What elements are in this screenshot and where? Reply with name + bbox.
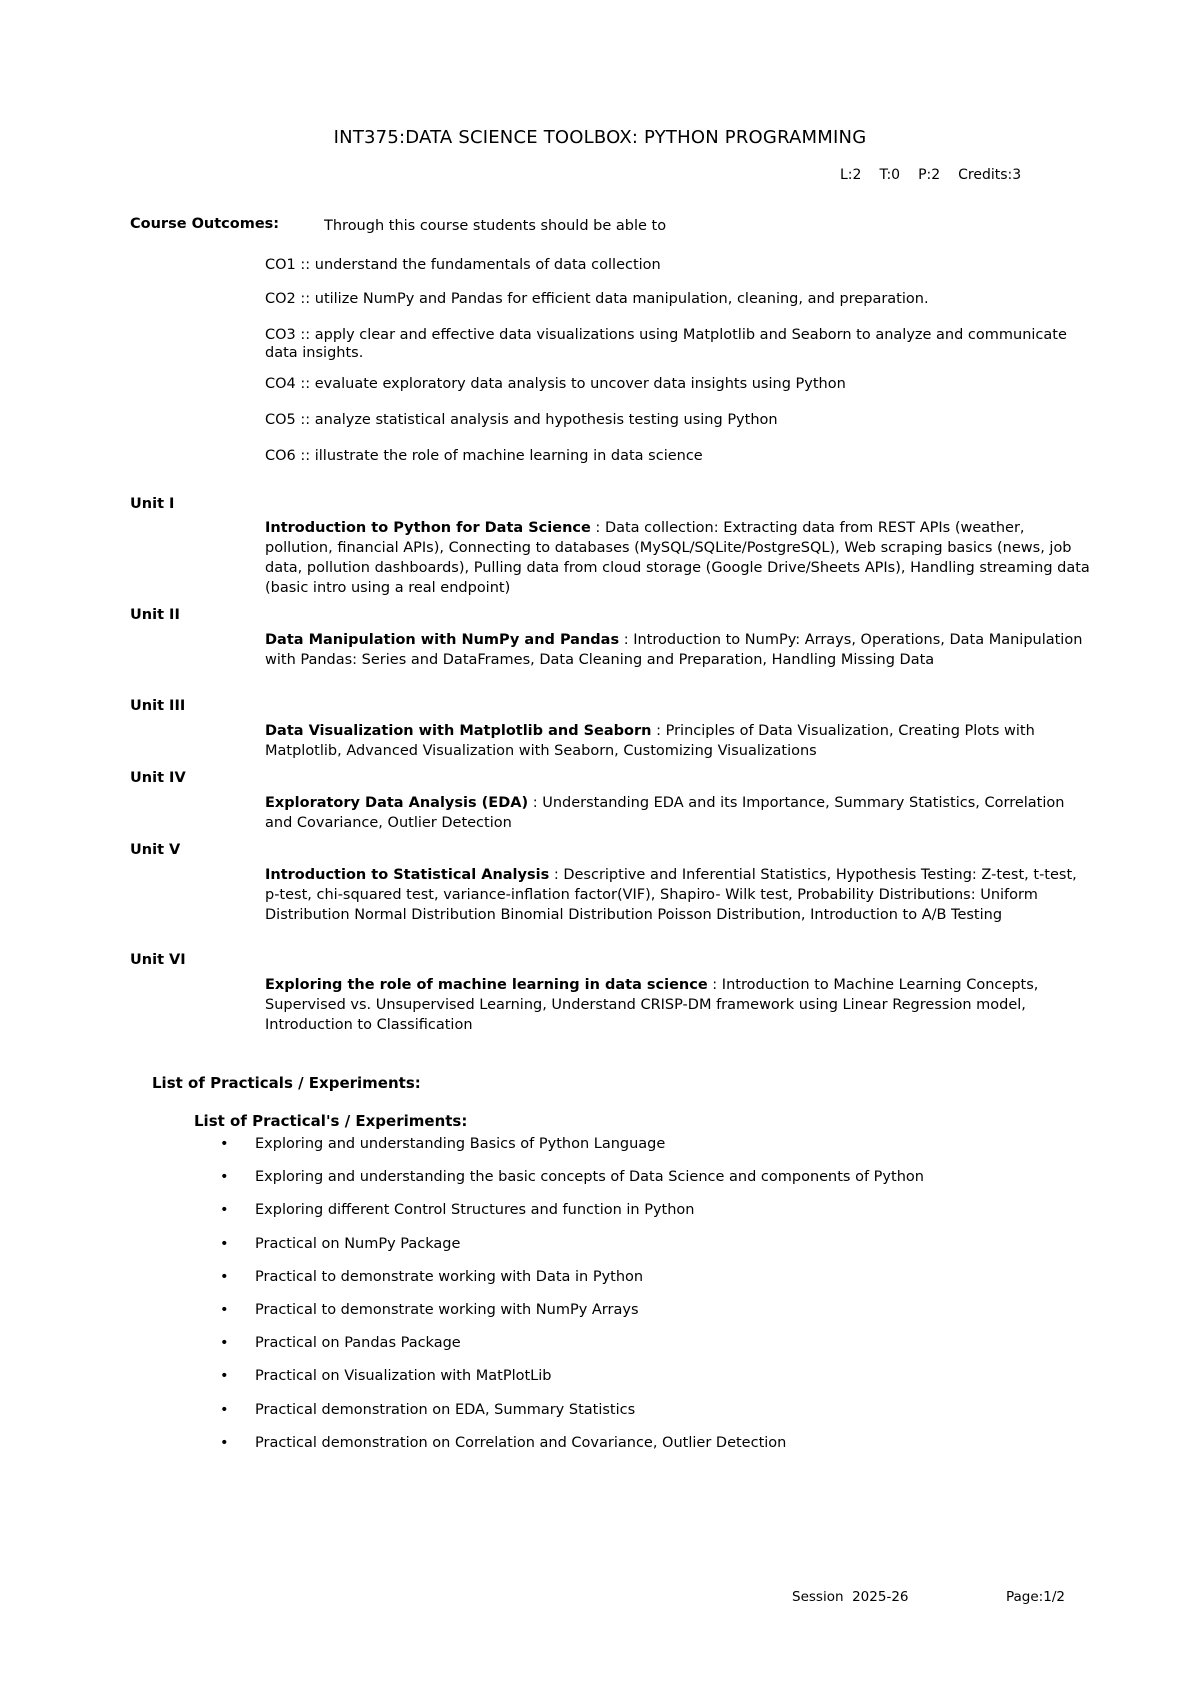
course-outcome-3: CO3 :: apply clear and effective data visualizations using Matplotlib and Seaborn to analyze and communicate data insights. xyxy=(265,327,1067,361)
unit-separator: : xyxy=(590,520,605,536)
course-title: INT375:DATA SCIENCE TOOLBOX: PYTHON PROGRAMMING xyxy=(333,127,867,148)
unit-heading: Introduction to Python for Data Science xyxy=(265,520,591,536)
unit-topics: Descriptive and Inferential Statistics, Hypothesis Testing: Z-test, t-test, p-test, chi-squared test, variance-inflation factor(VIF), Shapiro- Wilk test, Probability Distributions: Uniform Distribution Normal Distribution Binomial Distribution Poisson Distribution, Introduction to A/B Testing xyxy=(265,867,1077,923)
practical-text: Practical on Pandas Package xyxy=(255,1335,461,1352)
bullet-icon: • xyxy=(220,1434,229,1451)
practical-text: Practical demonstration on Correlation and Covariance, Outlier Detection xyxy=(255,1434,787,1451)
unit-label: Unit IV xyxy=(130,770,186,786)
bullet-icon: • xyxy=(220,1335,229,1352)
bullet-icon: • xyxy=(220,1401,229,1418)
unit-separator: : xyxy=(651,723,666,739)
unit-heading: Data Visualization with Matplotlib and Seaborn xyxy=(265,723,652,739)
practical-text: Practical on NumPy Package xyxy=(255,1235,461,1252)
unit-content xyxy=(265,865,1095,925)
unit-separator: : xyxy=(619,632,634,648)
bullet-icon: • xyxy=(220,1169,229,1186)
course-outcome-1: CO1 :: understand the fundamentals of data collection xyxy=(265,257,661,273)
course-outcome-5: CO5 :: analyze statistical analysis and hypothesis testing using Python xyxy=(265,412,778,428)
practicals-list xyxy=(220,1136,1120,1468)
list-item xyxy=(220,1269,1120,1302)
bullet-icon: • xyxy=(220,1368,229,1385)
unit-content xyxy=(265,721,1095,761)
list-item xyxy=(220,1402,1120,1435)
list-item xyxy=(220,1368,1120,1401)
unit-label: Unit II xyxy=(130,607,180,623)
bullet-icon: • xyxy=(220,1235,229,1252)
unit-label: Unit VI xyxy=(130,952,186,968)
bullet-icon: • xyxy=(220,1202,229,1219)
list-item xyxy=(220,1335,1120,1368)
unit-heading: Exploratory Data Analysis (EDA) xyxy=(265,795,529,811)
unit-heading: Exploring the role of machine learning in data science xyxy=(265,977,708,993)
unit-separator: : xyxy=(707,977,722,993)
practical-text: Exploring and understanding Basics of Python Language xyxy=(255,1136,666,1152)
unit-content xyxy=(265,793,1095,833)
unit-topics: Introduction to NumPy: Arrays, Operations, Data Manipulation with Pandas: Series and DataFrames, Data Cleaning and Preparation, Handling Missing Data xyxy=(265,632,1083,668)
list-item xyxy=(220,1136,1120,1169)
unit-separator: : xyxy=(549,867,564,883)
course-outcome-6: CO6 :: illustrate the role of machine learning in data science xyxy=(265,448,703,464)
footer-session: Session 2025-26 xyxy=(792,1589,909,1605)
list-item xyxy=(220,1236,1120,1269)
unit-heading: Introduction to Statistical Analysis xyxy=(265,867,550,883)
unit-topics: Principles of Data Visualization, Creating Plots with Matplotlib, Advanced Visualization with Seaborn, Customizing Visualizations xyxy=(265,723,1035,759)
list-item xyxy=(220,1435,1120,1468)
unit-heading: Data Manipulation with NumPy and Pandas xyxy=(265,632,620,648)
list-item xyxy=(220,1302,1120,1335)
unit-content xyxy=(265,975,1095,1035)
lecture-hours: L:2 xyxy=(840,167,862,183)
unit-topics: Introduction to Machine Learning Concepts, Supervised vs. Unsupervised Learning, Understand CRISP-DM framework using Linear Regression model, Introduction to Classification xyxy=(265,977,1039,1033)
practical-text: Practical demonstration on EDA, Summary Statistics xyxy=(255,1401,636,1418)
unit-topics: Data collection: Extracting data from REST APIs (weather, pollution, financial APIs), Connecting to databases (MySQL/SQLite/PostgreSQL), Web scraping basics (news, job data, pollution dashboards), Pulling data from cloud storage (Google Drive/Sheets APIs), Handling streaming data (basic intro using a real endpoint) xyxy=(265,520,1090,596)
practical-text: Practical to demonstrate working with NumPy Arrays xyxy=(255,1301,639,1318)
practical-hours: P:2 xyxy=(918,167,941,183)
bullet-icon: • xyxy=(220,1268,229,1285)
unit-separator: : xyxy=(528,795,543,811)
practical-text: Practical to demonstrate working with Data in Python xyxy=(255,1268,644,1285)
course-outcome-4: CO4 :: evaluate exploratory data analysis to uncover data insights using Python xyxy=(265,376,846,392)
unit-label: Unit III xyxy=(130,698,186,714)
course-outcomes-label: Course Outcomes: xyxy=(130,216,280,232)
unit-content xyxy=(265,518,1095,598)
unit-topics: Understanding EDA and its Importance, Summary Statistics, Correlation and Covariance, Outlier Detection xyxy=(265,795,1065,831)
course-outcomes-intro: Through this course students should be able to xyxy=(324,218,667,234)
footer-page-number: Page:1/2 xyxy=(1006,1589,1065,1605)
course-outcome-2: CO2 :: utilize NumPy and Pandas for efficient data manipulation, cleaning, and preparation. xyxy=(265,291,929,307)
tutorial-hours: T:0 xyxy=(879,167,901,183)
list-item xyxy=(220,1169,1120,1202)
unit-label: Unit V xyxy=(130,842,181,858)
unit-content xyxy=(265,630,1095,670)
credits: Credits:3 xyxy=(958,167,1022,183)
ltp-credits xyxy=(840,167,1021,183)
list-item xyxy=(220,1202,1120,1235)
bullet-icon: • xyxy=(220,1301,229,1318)
practicals-heading: List of Practicals / Experiments: xyxy=(152,1074,421,1092)
unit-label: Unit I xyxy=(130,496,175,512)
bullet-icon: • xyxy=(220,1136,229,1152)
practical-text: Exploring and understanding the basic concepts of Data Science and components of Python xyxy=(255,1169,924,1186)
practical-text: Exploring different Control Structures and function in Python xyxy=(255,1202,695,1219)
practicals-subheading: List of Practical's / Experiments: xyxy=(194,1112,468,1130)
practical-text: Practical on Visualization with MatPlotLib xyxy=(255,1368,552,1385)
